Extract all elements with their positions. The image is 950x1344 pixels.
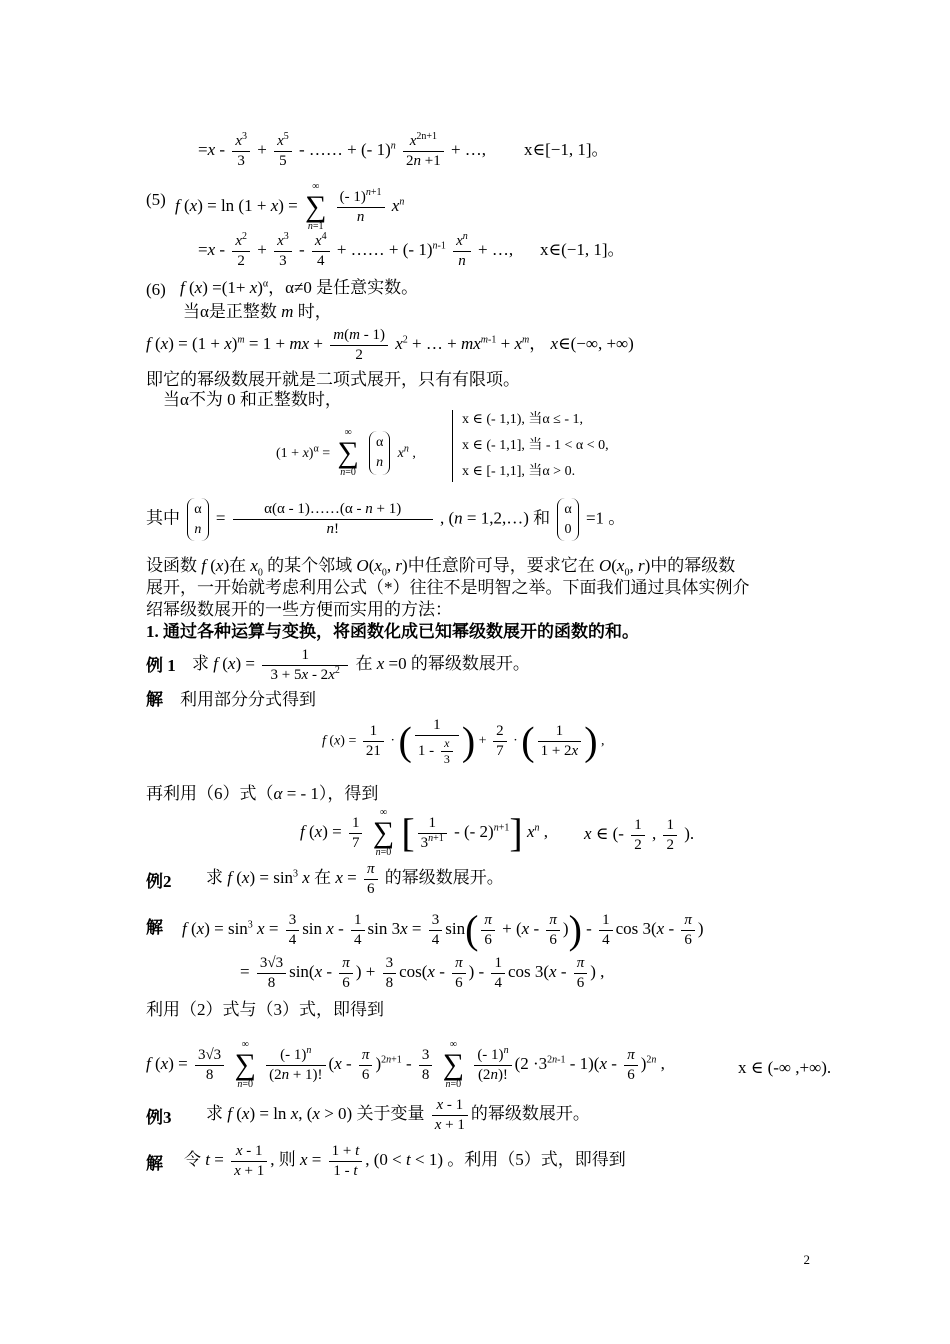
solution-2-label: 解	[146, 918, 163, 937]
solution-1-text: 利用部分分式得到	[180, 690, 316, 709]
binomial-finite: f $(x) = (1 + x)^m = 1$ + mx + $\frac{m(m - 1)}{2}$ $x^2$ + … + $mx^{m-1} + x^m$， x∈(−∞, +∞)	[146, 327, 634, 363]
item-5-label: (5)	[146, 190, 166, 209]
example-1-result: f (x) = $\frac{1}{7}$ ∞ ∑ n=0 [ $\frac{1}{3^{n+1}}$ - (- 2)$^{n+1}$] $x^n$ ,	[300, 807, 548, 858]
ln-expansion: f (x) = ln (1 + x) = ∞ ∑ n=1 $\frac{(- 1)^{n+1}}{n}$ $x^n$	[175, 181, 405, 232]
example-2-label: 例2	[146, 872, 172, 891]
example-2-text: 求 f $(x) = \sin^3 x$ 在 x = $\frac{\pi}{6}$ 的幂级数展开。	[206, 861, 504, 897]
domain-ln: x∈[−1, 1]。	[524, 140, 609, 159]
example-3-text: 求 f (x) = ln x, (x > 0) 关于变量 $\frac{x - 1}{x + 1}$ 的幂级数展开。	[206, 1097, 590, 1133]
case-positive-int: 当α是正整数 m 时，	[183, 302, 332, 321]
case-2: x ∈ (- 1,1], 当 - 1 < α < 0,	[462, 438, 609, 453]
paragraph-line-2: 展开，一开始就考虑利用公式（*）往往不是明智之举。下面我们通过具体实例介	[146, 578, 750, 597]
partial-fraction-eq: f (x) = $\frac{1}{21}$ · ( 1 1 - $\frac{x}{3}$ ) + $\frac{2}{7}$ · ( $\frac{1}{1 + 2x}$ ) ,	[322, 717, 605, 766]
solution-2-domain: x ∈ (-∞ ,+∞).	[738, 1058, 832, 1077]
solution-3-text: 令 t = $\frac{x - 1}{x + 1}$ , 则 x = $\frac{1 + t}{1 - t}$ , (0 < t < 1) 。利用（5）式，即得到	[184, 1143, 626, 1179]
paragraph-line-3: 绍幂级数展开的一些方便而实用的方法：	[146, 600, 452, 619]
domain-ln-series: x∈(−1, 1]。	[540, 240, 625, 259]
solution-2-text-b: 利用（2）式与（3）式，即得到	[146, 1000, 384, 1019]
example-3-label: 例3	[146, 1108, 172, 1127]
case-3: x ∈ [- 1,1], 当α > 0.	[462, 464, 576, 479]
binom-coef-def: 其中 α n = $\frac{\alpha(\alpha - 1)\dots\dots(\alpha - n + 1)}{n!}$ , (n = 1,2,…) 和 α 0 =1 。	[146, 498, 625, 541]
solution-3-label: 解	[146, 1154, 163, 1173]
example-1-label: 例 1	[146, 656, 176, 675]
solution-1-label: 解	[146, 690, 163, 709]
ln-series-line: =x - $\frac{x^2}{2}$ + $\frac{x^3}{3}$ - $\frac{x^4}{4}$ + …… + (- 1)$^{n-1}$ $\frac{x^n}{n}$ + …,	[198, 231, 514, 269]
page-number: 2	[803, 1252, 810, 1267]
binomial-def: f $(x) =(1+ x)^\alpha$，α≠0 是任意实数。	[180, 278, 419, 297]
solution-1-text-b: 再利用（6）式（α = - 1），得到	[146, 784, 379, 803]
cases-brace	[452, 410, 453, 482]
section-heading: 1. 通过各种运算与变换，将函数化成已知幂级数展开的函数的和。	[146, 622, 639, 641]
solution-2-eq-1: f $(x) = \sin^3 x$ = $\frac{3}{4}$ sin x - $\frac{1}{4}$ sin 3x = $\frac{3}{4}$ sin( $\frac{\pi}{6}$ + (x - $\frac{\pi}{6}$ )) - $\frac{1}{4}$ cos 3(x - $\frac{\pi}{6}$ )	[182, 907, 704, 952]
binomial-series: $(1 + x)^\alpha$ = ∞ ∑ n=0 α n $x^n$ ,	[276, 427, 416, 478]
solution-2-eq-3: f (x) = $\frac{3√3}{8}$ ∞ ∑ n=0 $\frac{(- 1)^n}{(2n + 1)!}$ (x - $\frac{\pi}{6}$ )$^{2n+1}$ - $\frac{3}{8}$ ∞ ∑ n=0 $\frac{(- 1)^n}{(2n)!}$ $(2 \cdot 3^{2n-1} - 1)(x$ - $\frac{\pi}{6}$ )$^{2n}$ ,	[146, 1039, 665, 1090]
series-line-ln: =x - $\frac{x^3}{3}$ + $\frac{x^5}{5}$ - …… + (- 1)$^n$ $\frac{x^{2n+1}}{2n +1}$ + …,	[198, 131, 487, 169]
example-1-text: 求 f (x) = $\frac{1}{3 + 5x - 2x^2}$ 在 x =0 的幂级数展开。	[192, 647, 530, 683]
solution-2-eq-2: = $\frac{3√3}{8}$ sin(x - $\frac{\pi}{6}$ ) + $\frac{3}{8}$ cos(x - $\frac{\pi}{6}$ ) - $\frac{1}{4}$ cos 3(x - $\frac{\pi}{6}$ ) ,	[240, 955, 605, 991]
case-1: x ∈ (- 1,1), 当α ≤ - 1,	[462, 412, 584, 427]
item-6-label: (6)	[146, 280, 166, 299]
case-general: 当α不为 0 和正整数时，	[163, 390, 342, 409]
paragraph-line-1: 设函数 f (x)在 $x_0$ 的某个邻域 $O(x_0$, r)中任意阶可导，要求它在 $O(x_0$, r)中的幂级数	[146, 556, 736, 579]
finite-note: 即它的幂级数展开就是二项式展开，只有有限项。	[146, 370, 520, 389]
example-1-domain: x ∈ (- $\frac{1}{2}$ , $\frac{1}{2}$ ).	[584, 817, 695, 853]
